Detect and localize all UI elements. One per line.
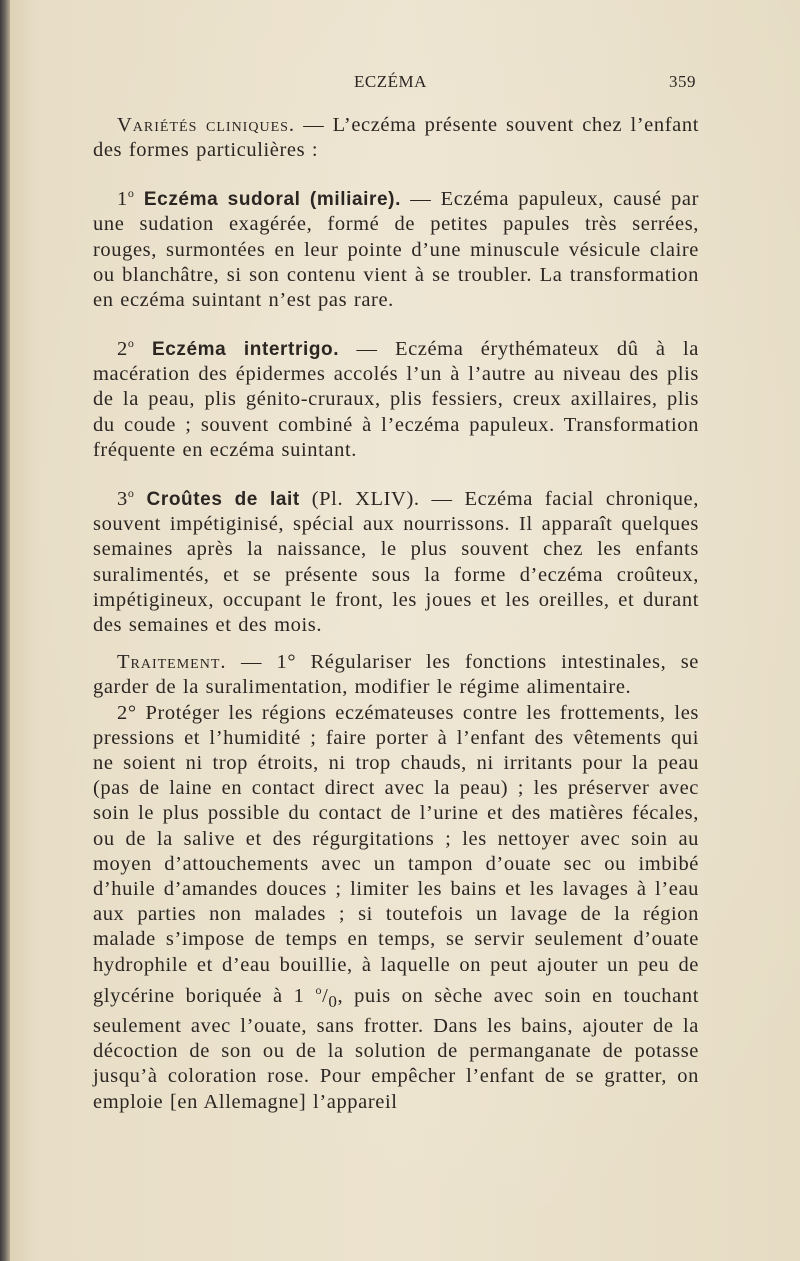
treatment-text-2a: 2° Protéger les régions eczémateuses contre les frottements, les pressions et l’humidité ; faire porter à l’enfant des vêtements qui ne soient ni trop étroits, ni trop chauds, ni irritants pour la peau (pas de laine en contact direct avec la peau) ; les préserver avec soin le plus possible du contact de l’urine et des matières fécales, ou de la salive et des régurgitations ; les nettoyer avec soin au moyen d’attouchements avec un tampon d’ouate sec ou imbibé d’huile d’amandes douces ; limiter les bains et les lavages à l’eau aux parties non malades ; si toutefois un lavage de la région malade s’impose de temps en temps, se servir seulement d’ouate hydrophile et d’eau bouillie, à laquelle on peut ajouter un peu de glycérine boriquée à 1 xyxy=(93,701,699,1007)
permille-sup: o xyxy=(315,982,323,997)
degree-mark: o xyxy=(127,336,135,351)
treatment-text-2b: , puis on sèche avec soin en touchant seulement avec l’ouate, sans frotter. Dans les bains, ajouter de la décoction de son ou de la solution de permanganate de potasse jusqu’à coloration rose. Pour empêcher l’enfant de se gratter, on emploie [en Allemagne] l’appareil xyxy=(93,984,699,1113)
page-header xyxy=(330,72,700,94)
item-text: — Eczéma érythémateux dû à la macération des épidermes accolés l’un à l’autre au niveau des plis de la peau, plis génito-cruraux, plis fessiers, creux axillaires, plis du coude ; souvent combiné à l’eczéma papuleux. Transformation fréquente en eczéma suintant. xyxy=(93,338,699,461)
paragraph-eczema-intertrigo xyxy=(93,331,699,463)
item-number: 1 xyxy=(117,188,128,211)
item-title: Croûtes de lait xyxy=(134,488,300,510)
treatment-heading: Traitement. xyxy=(117,651,227,674)
degree-mark: o xyxy=(127,186,135,201)
item-title: Eczéma intertrigo. xyxy=(134,339,340,361)
permille-sub: 0 xyxy=(328,991,338,1011)
paragraph-traitement-2 xyxy=(93,701,699,1115)
paragraph-traitement xyxy=(93,650,699,700)
item-number: 2 xyxy=(117,338,128,361)
section-intro: — L’eczéma présente souvent chez l’enfant des formes particulières : xyxy=(93,114,699,162)
degree-mark: o xyxy=(127,486,135,501)
item-number: 3 xyxy=(117,487,128,510)
paragraph-eczema-sudoral xyxy=(93,181,699,313)
book-spine-shadow xyxy=(0,0,10,1261)
running-title: ECZÉMA xyxy=(354,72,427,91)
paragraph-varietes xyxy=(93,113,699,163)
paragraph-croutes-de-lait xyxy=(93,481,699,638)
item-text: — Eczéma papuleux, causé par une sudation exagérée, formé de petites papules très serrées, rouges, surmontées en leur pointe d’une minuscule vésicule claire ou blanchâtre, si son contenu vient à se troubler. La transformation en eczéma suintant n’est pas rare. xyxy=(93,188,699,312)
body-text xyxy=(93,113,699,1115)
permille-slash: / xyxy=(322,984,329,1007)
page-number: 359 xyxy=(669,72,696,91)
treatment-text-1: — 1° Régulariser les fonctions intestinales, se garder de la suralimentation, modifier le régime alimentaire. xyxy=(93,651,699,699)
item-text: (Pl. XLIV). — Eczéma facial chronique, souvent impétiginisé, spécial aux nourrissons. Il apparaît quelques semaines après la naissance, le plus souvent chez les enfants suralimentés, et se présente sous la forme d’eczéma croûteux, impétigineux, occupant le front, les joues et les oreilles, et durant des semaines et des mois. xyxy=(93,487,699,636)
item-title: Eczéma sudoral (miliaire). xyxy=(134,189,401,211)
section-heading: Variétés cliniques. xyxy=(117,114,296,136)
